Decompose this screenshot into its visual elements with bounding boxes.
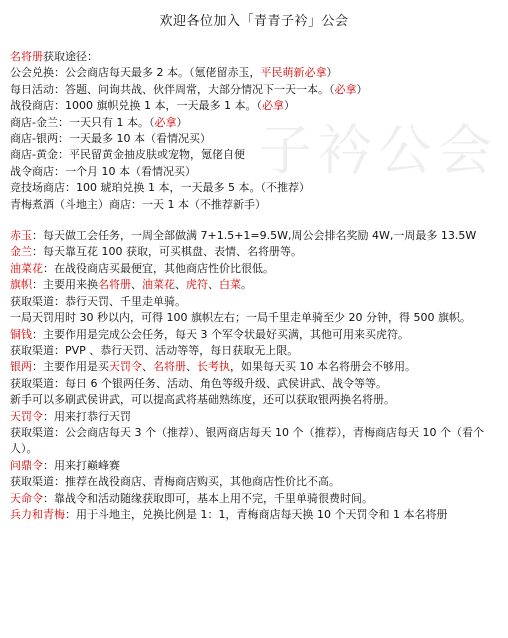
item-text: ，如果每天买 10 本名将册会不够用。 xyxy=(230,360,416,374)
item-tianfaling xyxy=(10,409,498,425)
heading-rest: 获取途径： xyxy=(43,50,98,63)
item-chiyu xyxy=(10,228,498,244)
item-jinlan xyxy=(10,244,498,260)
item-text: 公会兑换：公会商店每天最多 2 本。（氪佬留赤玉， xyxy=(10,66,261,80)
tongqian-source: 获取渠道：PVP 、恭行天罚、活动等等，每日获取无上限。 xyxy=(10,343,299,357)
highlight: 名将册 xyxy=(153,360,186,374)
heading-red: 名将册 xyxy=(10,50,43,63)
qizhi-source: 获取渠道：恭行天罚、千里走单骑。 xyxy=(10,294,186,308)
item-text: ：用来打恭行天罚 xyxy=(43,409,131,423)
item-text: 。 xyxy=(241,278,252,292)
item-label: 油菜花 xyxy=(10,261,43,275)
highlight: 长考执 xyxy=(197,360,230,374)
item-text: 战令商店：一个月 10 本（看情况买） xyxy=(10,164,196,178)
highlight: 油菜花 xyxy=(142,278,175,292)
separator: 、 xyxy=(186,360,197,374)
item-text: ：在战役商店买最便宜，其他商店性价比很低。 xyxy=(43,261,274,275)
item-tianmingling xyxy=(10,491,498,507)
separator: 、 xyxy=(131,278,142,292)
item-yinliang xyxy=(10,359,498,375)
item-tongqian xyxy=(10,327,498,343)
item-text: ：每天靠互花 100 获取，可买棋盘、表情、名将册等。 xyxy=(32,245,302,259)
item-text: ：靠战令和活动随缘获取即可，基本上用不完，千里单骑很费时间。 xyxy=(43,491,373,505)
item-label: 银两 xyxy=(10,360,32,374)
item-wendingling xyxy=(10,458,498,474)
yinliang-note: 新手可以多刷武侯讲武，可以提高武将基础熟练度，还可以获取银两换名将册。 xyxy=(10,393,395,407)
separator: 、 xyxy=(208,278,219,292)
list-item xyxy=(10,82,498,98)
yinliang-source: 获取渠道：每日 6 个银两任务、活动、角色等级升级、武侯讲武、战令等等。 xyxy=(10,376,387,390)
item-text: 每日活动：答题、问询共战、伙伴周常，大部分情况下一天一本。（ xyxy=(10,82,335,96)
item-label: 金兰 xyxy=(10,245,32,259)
item-text: ：主要作用是完成公会任务，每天 3 个军令状最好买满，其他可用来买虎符。 xyxy=(32,327,409,341)
item-label: 天罚令 xyxy=(10,409,43,423)
highlight: 必拿 xyxy=(334,82,357,96)
section-heading-mingjiangce xyxy=(10,49,498,65)
item-bingli-qingmei xyxy=(10,507,498,523)
highlight: 平民萌新必拿 xyxy=(260,66,327,80)
list-item xyxy=(10,197,498,213)
highlight: 必拿 xyxy=(261,99,284,113)
list-item xyxy=(10,147,498,163)
list-item xyxy=(10,115,498,131)
item-label: 铜钱 xyxy=(10,327,32,341)
item-text: 战役商店：1000 旗帜兑换 1 本，一天最多 1 本。（ xyxy=(10,99,262,113)
item-text: ：用来打巅峰赛 xyxy=(43,458,120,472)
highlight: 名将册 xyxy=(98,278,131,292)
item-text: ） xyxy=(176,115,188,129)
highlight: 必拿 xyxy=(154,115,177,129)
page-title: 欢迎各位加入「青青子衿」公会 xyxy=(159,14,349,29)
separator: 、 xyxy=(142,360,153,374)
item-text: ） xyxy=(326,66,338,80)
tianfaling-source: 获取渠道：公会商店每天 3 个（推荐）、银两商店每天 10 个（推荐），青梅商店每天 10 个（看个人）。 xyxy=(10,425,484,456)
watermark: 子衿公会 xyxy=(258,119,498,182)
wendingling-source: 获取渠道：推荐在战役商店、青梅商店购买，其他商店性价比不高。 xyxy=(10,475,340,489)
item-text: 商店-银两：一天最多 10 本（看情况买） xyxy=(10,132,211,146)
highlight: 白菜 xyxy=(219,278,241,292)
list-item xyxy=(10,131,498,147)
item-label: 天命令 xyxy=(10,491,43,505)
list-item xyxy=(10,180,498,196)
separator: 、 xyxy=(175,278,186,292)
highlight: 天罚令 xyxy=(109,360,142,374)
highlight: 虎符 xyxy=(186,278,208,292)
item-label: 旗帜 xyxy=(10,278,32,292)
item-text: 商店-黄金：平民留黄金抽皮肤或宠物，氪佬自便 xyxy=(10,148,245,162)
item-label: 问鼎令 xyxy=(10,458,43,472)
item-text: ：主要作用是买 xyxy=(32,360,109,374)
item-label: 赤玉 xyxy=(10,229,32,243)
item-text: 商店-金兰：一天只有 1 本。（ xyxy=(10,115,155,129)
item-text: ：每天做工会任务，一周全部做满 7+1.5+1=9.5W,周公会排名奖励 4W,一周最多 13.5W xyxy=(32,229,477,243)
item-text: ：主要用来换 xyxy=(32,278,98,292)
item-qizhi xyxy=(10,277,498,293)
item-text: 竞技场商店：100 琥珀兑换 1 本，一天最多 5 本。（不推荐） xyxy=(10,181,310,195)
item-youcaihua xyxy=(10,261,498,277)
item-text: ） xyxy=(356,82,368,96)
item-label: 兵力和青梅 xyxy=(10,507,65,521)
item-text: 青梅煮酒（斗地主）商店：一天 1 本（不推荐新手） xyxy=(10,197,266,211)
qizhi-note: 一局天罚用时 30 秒以内，可得 100 旗帜左右；一局千里走单骑至少 20 分钟，得 500 旗帜。 xyxy=(10,311,471,325)
item-text: ：用于斗地主，兑换比例是 1：1，青梅商店每天换 10 个天罚令和 1 本名将册 xyxy=(65,507,448,521)
list-item xyxy=(10,164,498,180)
spacer xyxy=(10,213,498,228)
list-item xyxy=(10,65,498,81)
item-text: ） xyxy=(283,99,295,113)
list-item xyxy=(10,98,498,114)
acquisition-list xyxy=(10,65,498,213)
